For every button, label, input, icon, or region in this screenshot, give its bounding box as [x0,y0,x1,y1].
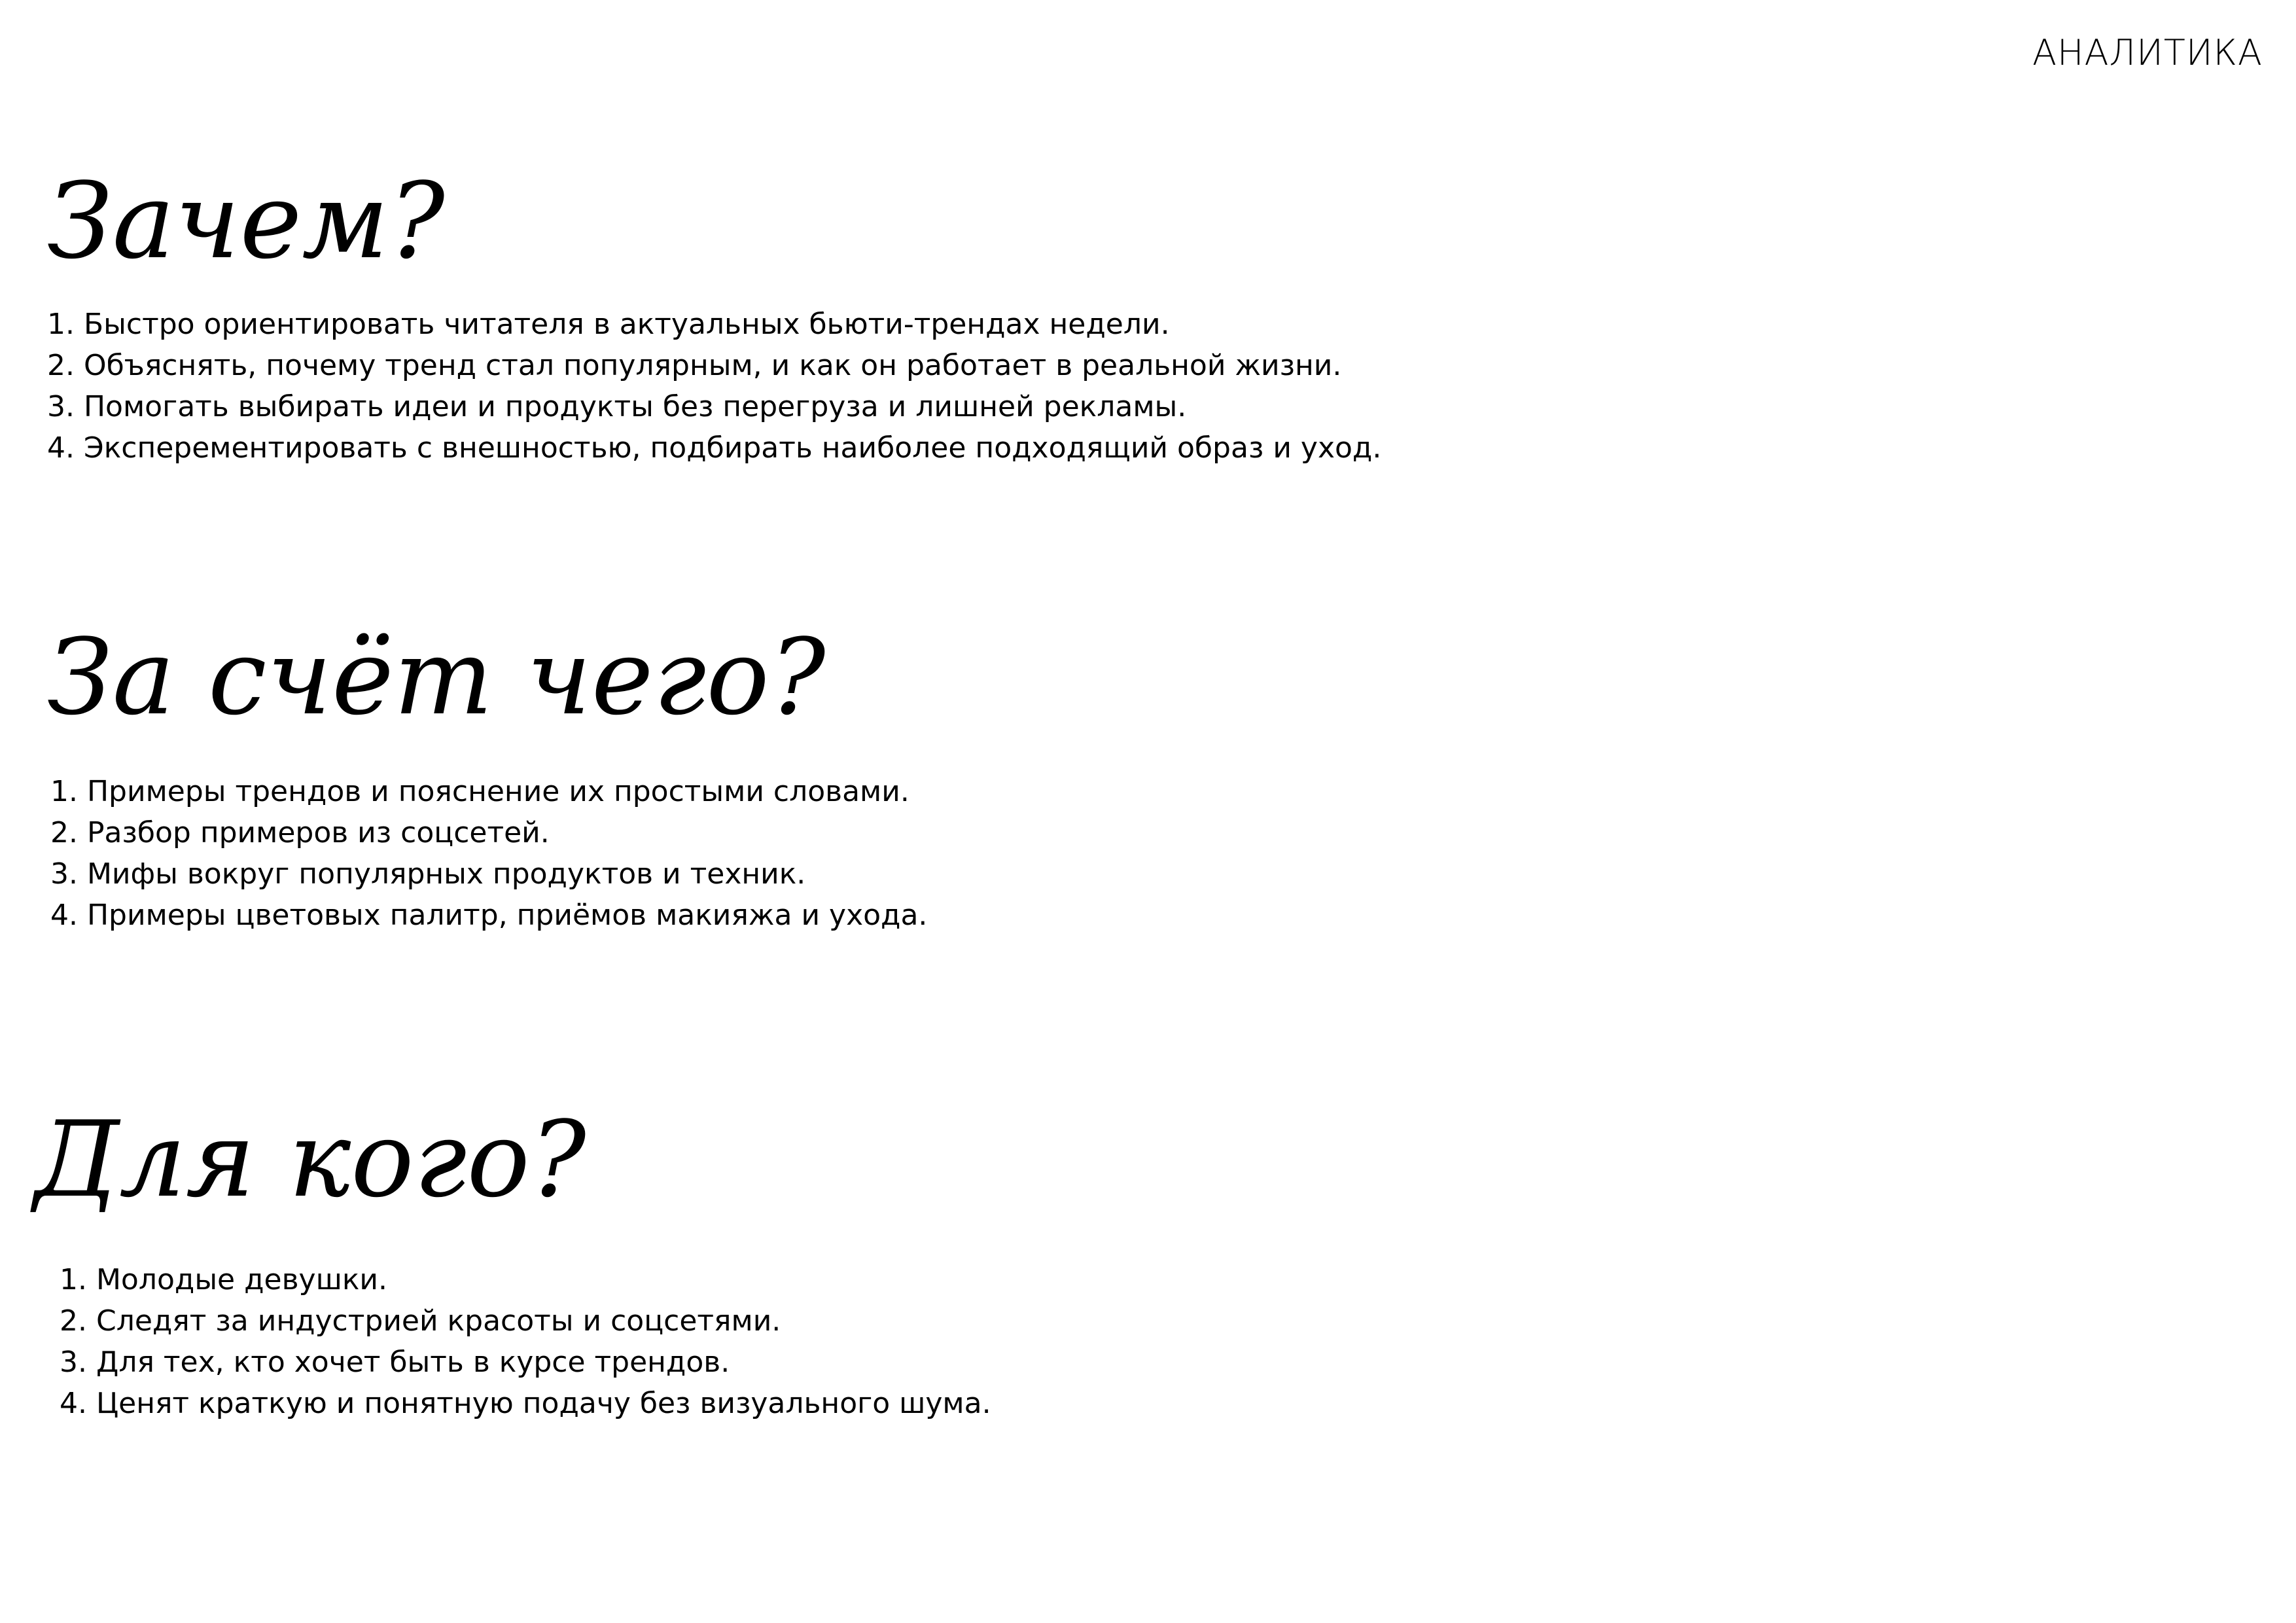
list-item: 3. Для тех, кто хочет быть в курсе трендов. [60,1346,730,1379]
section-heading: Зачем? [47,160,445,282]
list-item: 3. Мифы вокруг популярных продуктов и техник. [50,857,806,891]
list-item: 4. Ценят краткую и понятную подачу без визуального шума. [60,1387,991,1420]
list-item: 2. Разбор примеров из соцсетей. [50,816,550,849]
page-section-label: АНАЛИТИКА [2032,32,2263,73]
list-item: 4. Эксперементировать с внешностью, подбирать наиболее подходящий образ и уход. [47,431,1382,465]
list-item: 3. Помогать выбирать идеи и продукты без перегруза и лишней рекламы. [47,390,1187,423]
list-item: 1. Молодые девушки. [60,1263,387,1296]
list-item: 1. Быстро ориентировать читателя в актуальных бьюти-трендах недели. [47,308,1170,341]
section-list [47,304,1381,469]
list-item: 2. Объяснять, почему тренд стал популярным, и как он работает в реальной жизни. [47,349,1342,382]
list-item: 1. Примеры трендов и пояснение их простыми словами. [50,775,910,808]
section-heading: Для кого? [34,1098,586,1221]
section-list [60,1259,991,1424]
list-item: 2. Следят за индустрией красоты и соцсетями. [60,1304,781,1338]
section-heading: За счёт чего? [47,616,826,738]
section-list [50,771,927,936]
list-item: 4. Примеры цветовых палитр, приёмов макияжа и ухода. [50,899,928,932]
